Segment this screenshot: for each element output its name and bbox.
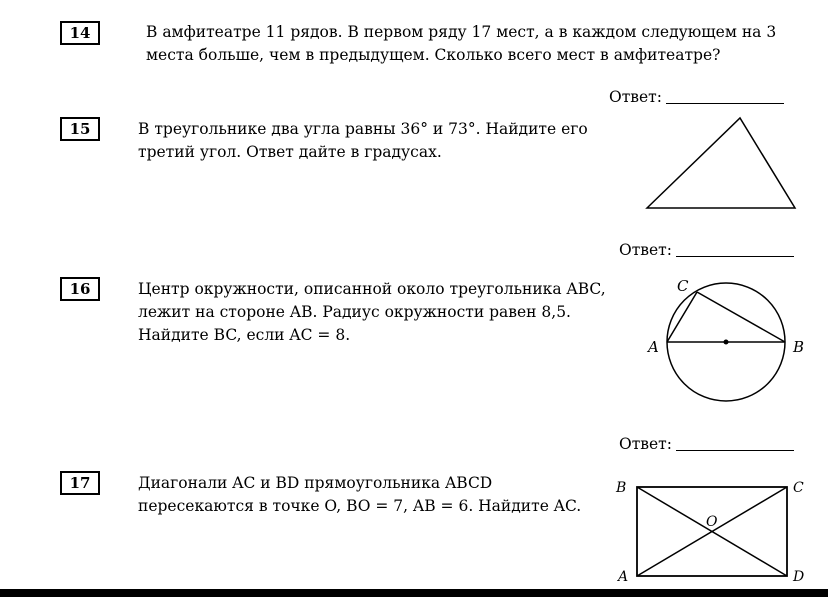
problem-text-14: В амфитеатре 11 рядов. В первом ряду 17 мест, а в каждом следующем на 3 места больше, чем в предыдущем. Сколько всего мест в амфитеатре? [146, 23, 777, 64]
label-d: D [793, 569, 805, 585]
triangle-figure [640, 112, 805, 214]
rectangle-figure [612, 474, 812, 590]
label-b: B [793, 338, 805, 356]
problem-number-17: 17 [60, 471, 100, 495]
problem-number-14: 14 [60, 21, 100, 45]
label-a: A [618, 569, 629, 585]
bottom-edge-bar [0, 589, 828, 597]
answer-label: Ответ: [619, 241, 672, 259]
answer-field-15[interactable] [619, 241, 794, 259]
problem-text-16: Центр окружности, описанной около треугольника ABC, лежит на стороне AB. Радиус окружности равен 8,5. Найдите BC, если AC = 8. [138, 280, 606, 344]
problem-text-15: В треугольнике два угла равны 36° и 73°. Найдите его третий угол. Ответ дайте в градусах. [138, 120, 588, 161]
side-ac [667, 292, 697, 342]
label-o: O [706, 514, 718, 530]
answer-line [676, 450, 794, 451]
side-cb [697, 292, 785, 342]
answer-label: Ответ: [619, 435, 672, 453]
circle-triangle-figure [640, 272, 820, 412]
label-b: B [616, 480, 627, 496]
problem-number-15: 15 [60, 117, 100, 141]
answer-label: Ответ: [609, 88, 662, 106]
label-c: C [793, 480, 804, 496]
problem-text-17: Диагонали AC и BD прямоугольника ABCD пересекаются в точке O, BO = 7, AB = 6. Найдите AC. [138, 474, 582, 515]
problem-number-16: 16 [60, 277, 100, 301]
center-point [724, 340, 729, 345]
answer-field-14[interactable] [609, 88, 784, 106]
triangle-shape [647, 118, 795, 208]
label-c: C [677, 277, 689, 295]
label-a: A [648, 338, 659, 356]
answer-line [676, 256, 794, 257]
answer-line [666, 103, 784, 104]
answer-field-16[interactable] [619, 435, 794, 453]
